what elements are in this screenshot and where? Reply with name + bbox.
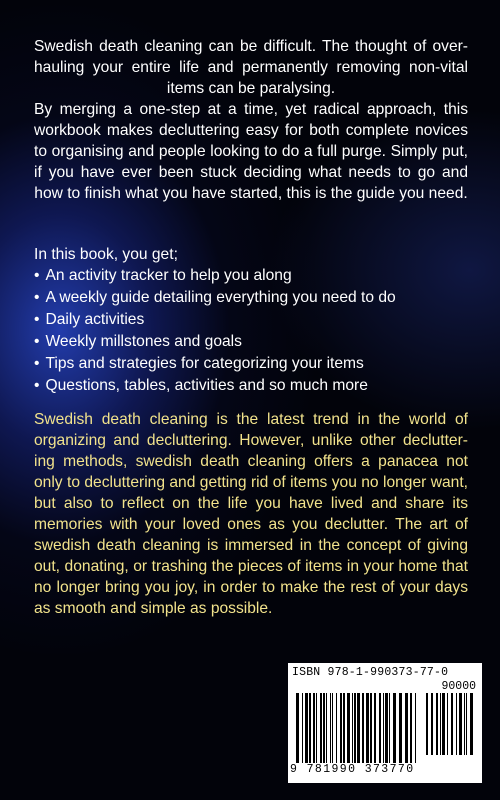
- features-intro: In this book, you get;: [34, 246, 178, 263]
- closing-paragraph: [34, 409, 468, 619]
- closing-text: Swedish death cleaning is the latest trend in the world of organizing and decluttering. However, unlike other declutter-ing methods, swedish death cleaning offers a panacea not only to decluttering and getting rid of items you no longer want, but also to reflect on the life you have lived and share its memories with your loved ones as you declutter. The art of swedish death cleaning is immersed in the concept of giving out, donating, or trashing the pieces of items in your home that no longer bring you joy, in order to make the rest of your days as smooth and simple as possible.: [34, 411, 468, 617]
- ean-digits: 9 781990 373770: [290, 763, 415, 776]
- list-item: • An activity tracker to help you along: [34, 265, 468, 286]
- list-item: • Tips and strategies for categorizing your items: [34, 353, 468, 374]
- addon-barcode-bars: [426, 693, 476, 755]
- list-item: • Weekly millstones and goals: [34, 331, 468, 352]
- intro-text-2: By merging a one-step at a time, yet radical approach, this workbook makes decluttering easy for both complete novices to organising and people looking to do a full purge. Simply put, if you have ever been stuck deciding what needs to go and how to finish what you have started, this is the guide you need.: [34, 101, 468, 202]
- intro-paragraph: [34, 36, 468, 204]
- intro-text-1: Swedish death cleaning can be difficult. The thought of over-hauling your entire life and permanently removing non-vital items can be paralysing.: [34, 38, 468, 97]
- isbn-barcode: [288, 663, 482, 783]
- price-code: 90000: [441, 680, 476, 693]
- features-list: [34, 265, 468, 396]
- list-item: • Daily activities: [34, 309, 468, 330]
- list-item: • A weekly guide detailing everything you need to do: [34, 287, 468, 308]
- features-section: [34, 244, 468, 397]
- list-item: • Questions, tables, activities and so much more: [34, 375, 468, 396]
- isbn-label: ISBN 978-1-990373-77-0: [292, 666, 449, 679]
- barcode-bars: [296, 693, 416, 763]
